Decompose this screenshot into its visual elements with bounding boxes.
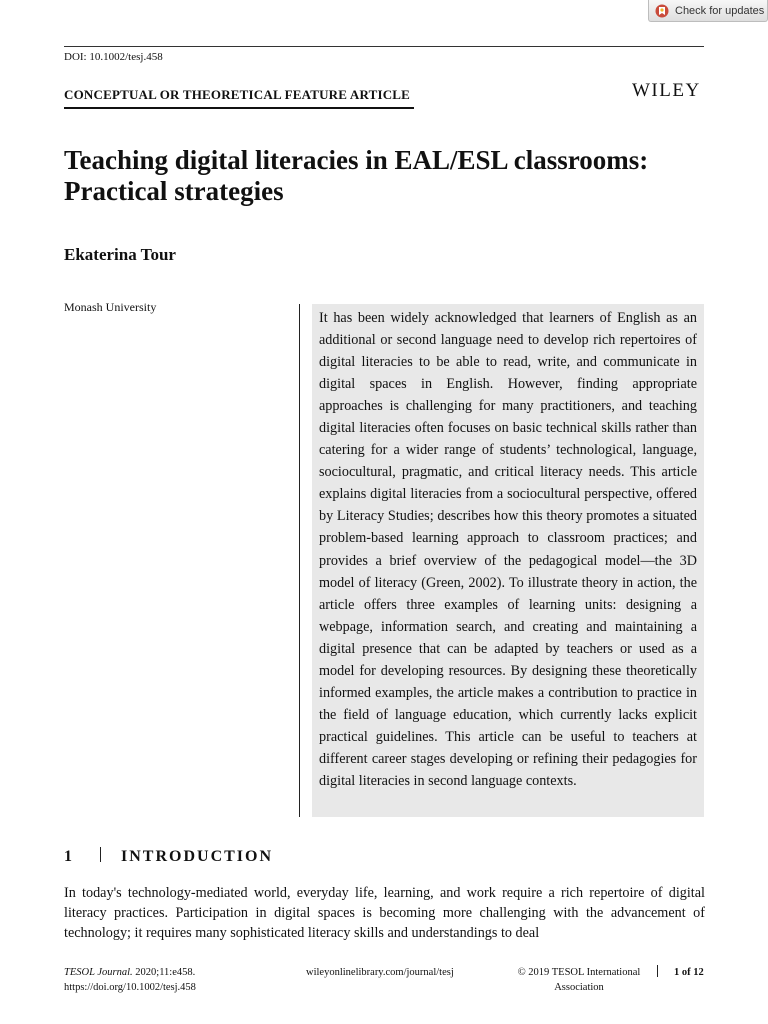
title-line-1: Teaching digital literacies in EAL/ESL classrooms: [64,145,649,175]
article-type-label: CONCEPTUAL OR THEORETICAL FEATURE ARTICLE [64,87,411,102]
footer-doi-link[interactable]: https://doi.org/10.1002/tesj.458 [64,982,196,993]
copyright-line-1: © 2019 TESOL International [517,967,641,978]
author-name: Ekaterina Tour [64,245,176,264]
section-heading [64,847,273,866]
check-for-updates-label: Check for updates [675,4,765,17]
section-divider [100,847,101,862]
section-number: 1 [64,848,74,865]
doi-text: DOI: 10.1002/tesj.458 [64,51,163,63]
abstract-left-rule [299,304,300,817]
crossmark-icon [655,4,669,18]
header-rule [64,46,704,47]
check-for-updates-button[interactable] [648,0,768,22]
journal-volume: 2020;11:e458. [132,967,196,978]
abstract-box [312,304,704,817]
copyright-line-2: Association [554,982,604,993]
introduction-paragraph: In today's technology-mediated world, everyday life, learning, and work require a rich repertoire of digital literacy practices. Participation in digital spaces is becoming more challenging with the advancement of technology; it requires many sophisticated literacy skills and understandings to deal [64,885,705,941]
journal-name: TESOL Journal. [64,967,133,978]
author-affiliation: Monash University [64,300,157,314]
publisher-logo: WILEY [632,80,701,101]
footer-citation [64,965,196,995]
footer-website-link[interactable]: wileyonlinelibrary.com/journal/tesj [306,967,454,978]
abstract-text: It has been widely acknowledged that learners of English as an additional or second language need to develop rich repertoires of digital literacies to be able to read, write, and communicate in digital spaces in English. However, finding appropriate approaches is challenging for many practitioners, and teaching digital literacies often focuses on basic technical skills rather than catering for a wider range of students’ technological, language, sociocultural, pragmatic, and critical literacy needs. This article explains digital literacies from a sociocultural perspective, offered by Literacy Studies; describes how this theory promotes a situated problem-based learning approach to classroom practices; and provides a brief overview of the pedagogical model—the 3D model of literacy (Green, 2002). To illustrate theory in action, the article offers three examples of learning units: designing a webpage, information search, and creating and maintaining a digital presence that can be adapted by teachers or used as a model for developing resources. By designing these theoretically informed examples, the article makes a contribution to practice in the field of language education, which currently lacks explicit practical guidelines. This article can be useful to teachers at different career stages developing or refining their pedagogies for digital literacies in second language contexts. [319,310,697,789]
footer-divider [657,965,658,977]
section-title: INTRODUCTION [121,848,274,865]
page-number: 1 of 12 [674,967,704,978]
footer-copyright [508,965,650,995]
article-title [64,145,744,207]
title-line-2: Practical strategies [64,176,284,206]
article-type-underline [64,107,414,109]
